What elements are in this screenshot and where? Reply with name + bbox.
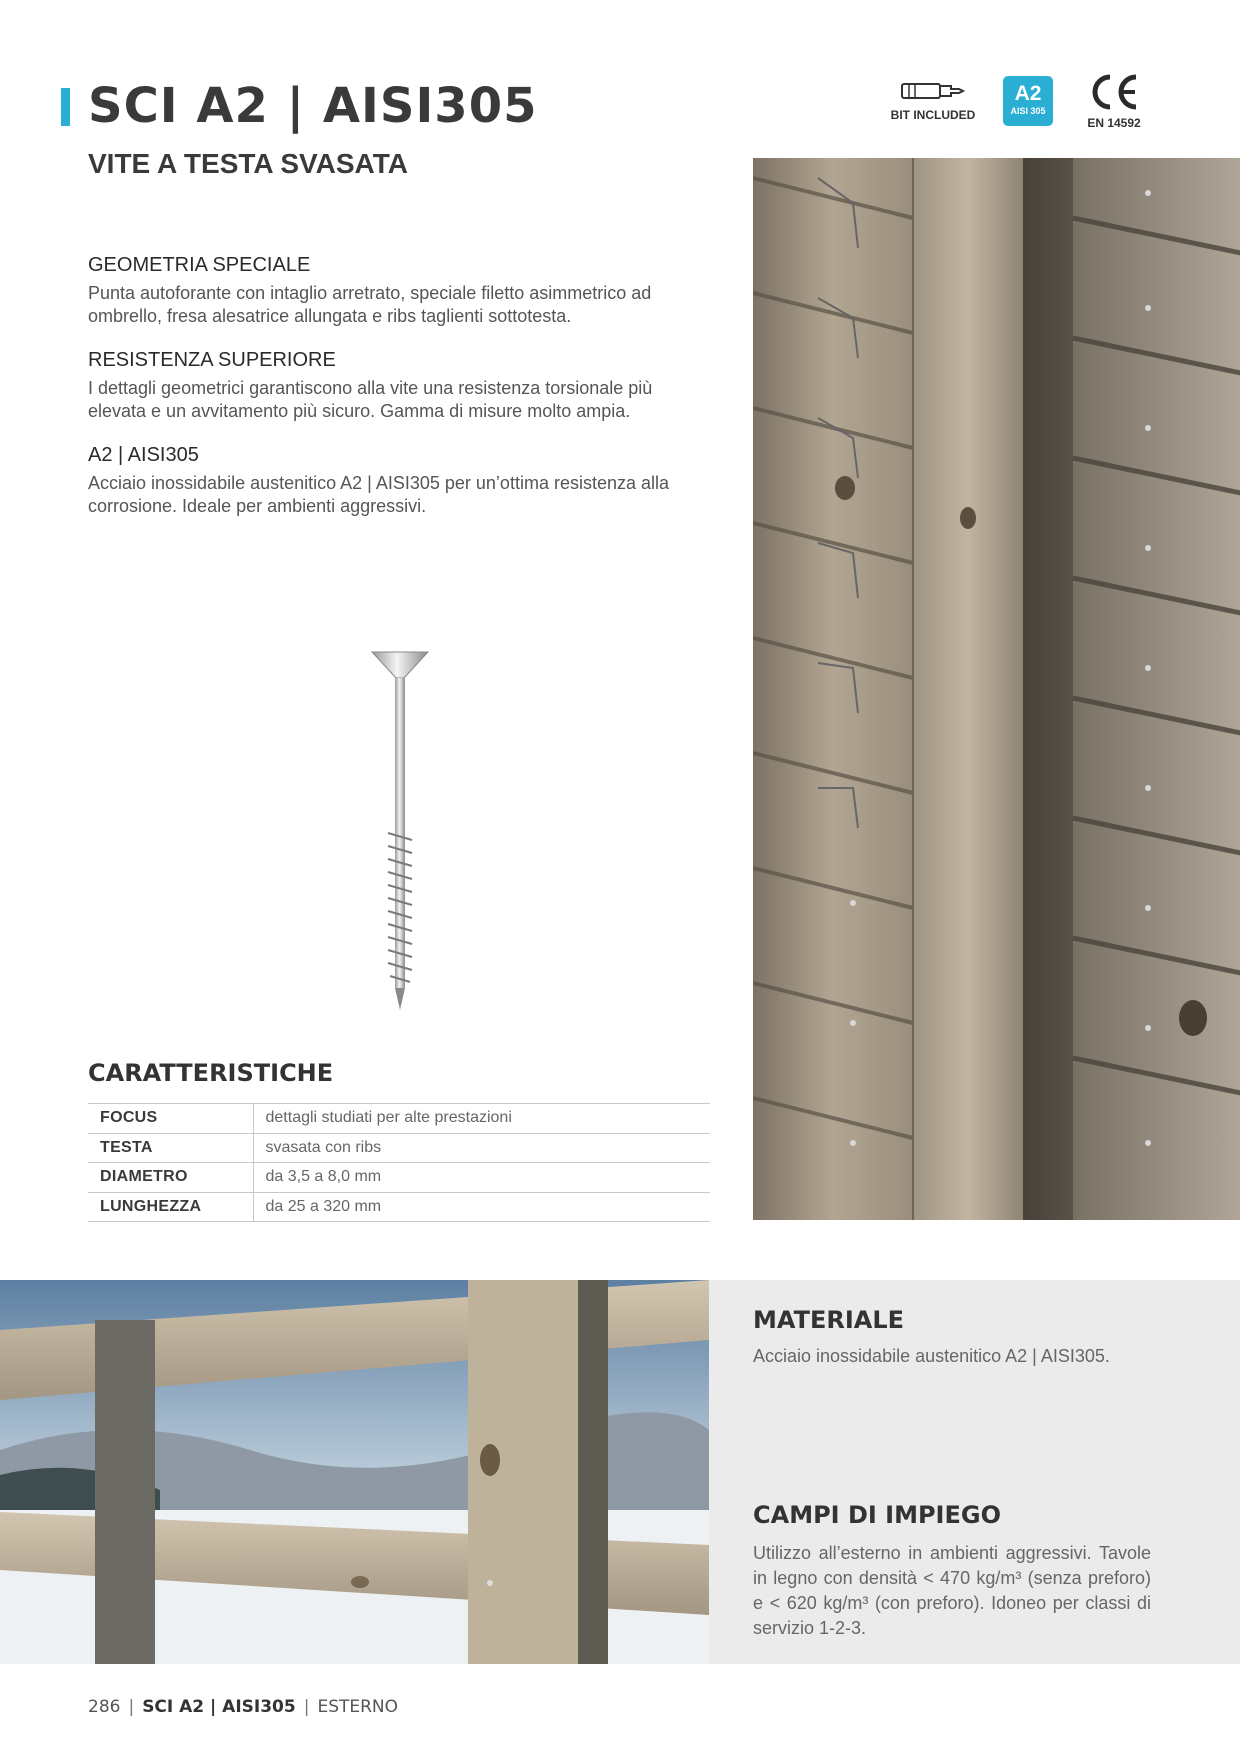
- spec-value: da 3,5 a 8,0 mm: [253, 1163, 710, 1193]
- feature-text: Punta autoforante con intaglio arretrato, speciale filetto asimmetrico ad ombrello, fresa alesatrice allungata e ribs taglienti sottotesta.: [88, 283, 652, 326]
- feature-heading: RESISTENZA SUPERIORE: [88, 349, 336, 371]
- table-row: [88, 1133, 710, 1163]
- spec-key: LUNGHEZZA: [88, 1192, 253, 1222]
- table-row: [88, 1104, 710, 1134]
- en-standard-label: EN 14592: [1087, 116, 1141, 130]
- spec-key: FOCUS: [88, 1104, 253, 1134]
- feature-text: I dettagli geometrici garantiscono alla vite una resistenza torsionale più elevata e un avvitamento più sicuro. Gamma di misure molto ampia.: [88, 378, 653, 421]
- fence-landscape-photo: [0, 1280, 709, 1664]
- a2-badge-text: A2: [1014, 82, 1042, 105]
- feature-heading: GEOMETRIA SPECIALE: [88, 254, 311, 276]
- footer-product: SCI A2 | AISI305: [142, 1697, 296, 1717]
- spec-value: svasata con ribs: [253, 1133, 710, 1163]
- feature-heading: A2 | AISI305: [88, 444, 199, 466]
- ce-badge: [1078, 72, 1150, 130]
- title-accent-bar: [61, 88, 70, 126]
- table-row: [88, 1192, 710, 1222]
- wood-cladding-photo: [753, 158, 1240, 1220]
- aisi-badge-text: AISI 305: [1010, 106, 1046, 116]
- material-text: Acciaio inossidabile austenitico A2 | AISI305.: [753, 1346, 1110, 1366]
- bit-included-badge: [888, 80, 978, 122]
- specs-table: [88, 1103, 710, 1222]
- spec-value: dettagli studiati per alte prestazioni: [253, 1104, 710, 1134]
- ce-mark-icon: [1086, 72, 1142, 112]
- spec-key: TESTA: [88, 1133, 253, 1163]
- bit-included-label: BIT INCLUDED: [890, 108, 976, 122]
- spec-key: DIAMETRO: [88, 1163, 253, 1193]
- applications-heading: CAMPI DI IMPIEGO: [753, 1501, 1001, 1529]
- spec-value: da 25 a 320 mm: [253, 1192, 710, 1222]
- screwdriver-bit-icon: [901, 80, 965, 102]
- material-heading: MATERIALE: [753, 1306, 905, 1334]
- page-number: 286: [88, 1697, 121, 1717]
- a2-aisi305-badge: [1003, 76, 1053, 126]
- screw-product-image: [360, 648, 440, 1013]
- specs-title: CARATTERISTICHE: [88, 1059, 334, 1087]
- applications-text: Utilizzo all’esterno in ambienti aggressivi. Tavole in legno con densità < 470 kg/m³ (senza preforo) e < 620 kg/m³ (con preforo). Idoneo per classi di servizio 1-2-3.: [753, 1543, 1151, 1638]
- table-row: [88, 1163, 710, 1193]
- footer-section: ESTERNO: [317, 1697, 399, 1717]
- feature-resistance: [88, 349, 710, 423]
- feature-material: [88, 444, 710, 518]
- page-footer: 286 | SCI A2 | AISI305 | ESTERNO: [88, 1697, 399, 1717]
- page-title: SCI A2 | AISI305: [88, 78, 538, 134]
- page-subtitle: VITE A TESTA SVASATA: [88, 148, 408, 179]
- feature-geometry: [88, 254, 710, 328]
- feature-text: Acciaio inossidabile austenitico A2 | AISI305 per un’ottima resistenza alla corrosione. Ideale per ambienti aggressivi.: [88, 473, 670, 516]
